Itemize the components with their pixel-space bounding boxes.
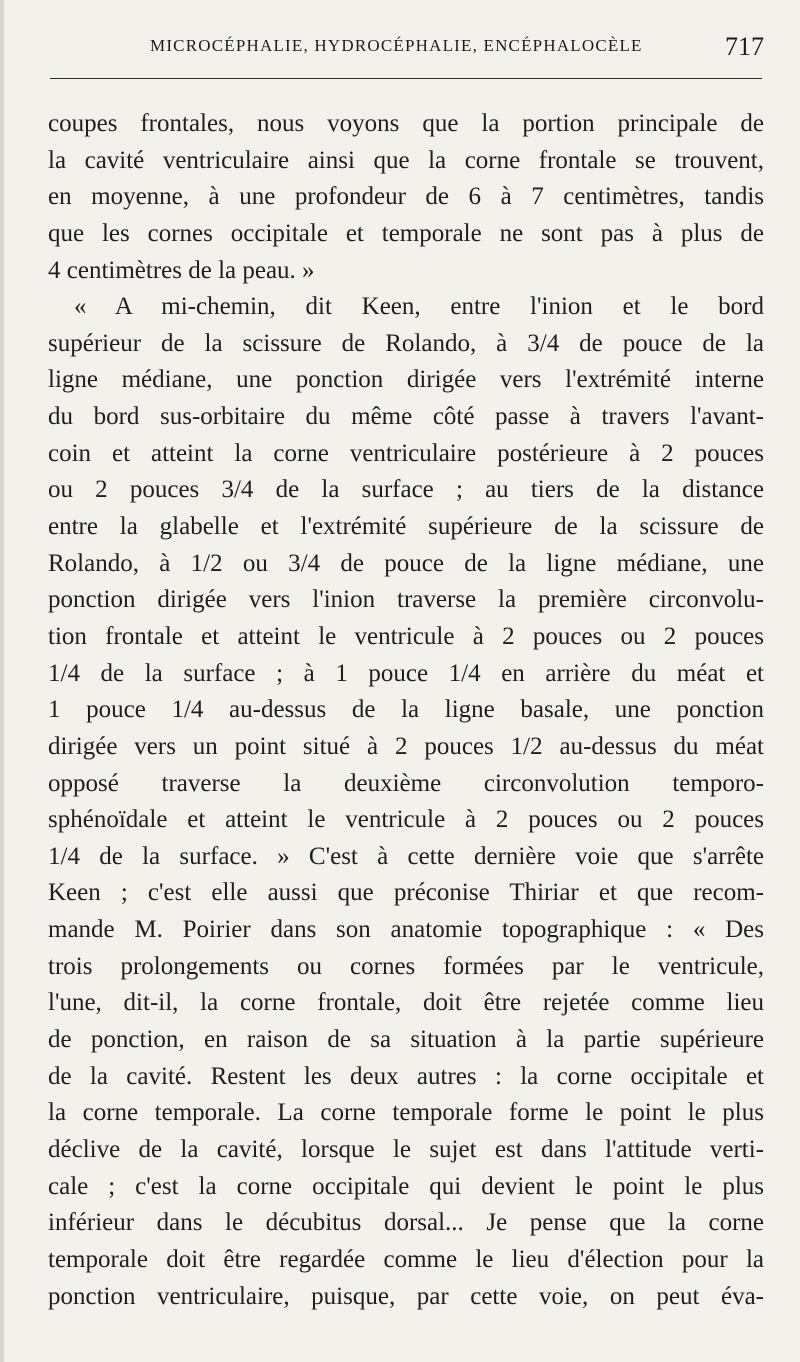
text-line: sphénoïdale et atteint le ventricule à 2 pouces ou 2 pouces xyxy=(48,806,764,834)
text-line: tion frontale et atteint le ventricule à 2 pouces ou 2 pouces xyxy=(48,622,764,650)
running-title: MICROCÉPHALIE, HYDROCÉPHALIE, ENCÉPHALOCÈLE xyxy=(150,36,643,55)
text-line: en moyenne, à une profondeur de 6 à 7 centimètres, tandis xyxy=(48,183,764,211)
text-line: Rolando, à 1/2 ou 3/4 de pouce de la ligne médiane, une xyxy=(48,549,764,577)
text-line: trois prolongements ou cornes formées par le ventricule, xyxy=(48,952,764,980)
text-line: 1 pouce 1/4 au-dessus de la ligne basale, une ponction xyxy=(48,696,764,724)
text-line: Keen ; c'est elle aussi que préconise Thiriar et que recom- xyxy=(48,879,764,907)
text-line: 1/4 de la surface ; à 1 pouce 1/4 en arrière du méat et xyxy=(48,659,764,687)
text-line: déclive de la cavité, lorsque le sujet est dans l'attitude verti- xyxy=(48,1135,764,1163)
text-line: inférieur dans le décubitus dorsal... Je pense que la corne xyxy=(48,1209,764,1237)
text-line: temporale doit être regardée comme le lieu d'élection pour la xyxy=(48,1245,764,1273)
text-line: « A mi-chemin, dit Keen, entre l'inion et le bord xyxy=(74,293,764,321)
text-line: la cavité ventriculaire ainsi que la corne frontale se trouvent, xyxy=(48,146,764,174)
text-line: mande M. Poirier dans son anatomie topographique : « Des xyxy=(48,916,764,944)
text-line: ligne médiane, une ponction dirigée vers l'extrémité interne xyxy=(48,366,764,394)
text-line: entre la glabelle et l'extrémité supérieure de la scissure de xyxy=(48,513,764,541)
body-text xyxy=(48,106,764,1315)
text-line: la corne temporale. La corne temporale forme le point le plus xyxy=(48,1099,764,1127)
page-number: 717 xyxy=(725,32,764,61)
text-line: l'une, dit-il, la corne frontale, doit être rejetée comme lieu xyxy=(48,989,764,1017)
text-line: supérieur de la scissure de Rolando, à 3/4 de pouce de la xyxy=(48,329,764,357)
text-line: dirigée vers un point situé à 2 pouces 1/2 au-dessus du méat xyxy=(48,732,764,760)
text-line: du bord sus-orbitaire du même côté passe à travers l'avant- xyxy=(48,403,764,431)
text-line: que les cornes occipitale et temporale ne sont pas à plus de xyxy=(48,219,764,247)
text-line: 4 centimètres de la peau. » xyxy=(48,256,315,284)
text-line: coin et atteint la corne ventriculaire postérieure à 2 pouces xyxy=(48,439,764,467)
text-line: opposé traverse la deuxième circonvolution temporo- xyxy=(48,769,764,797)
text-line: de la cavité. Restent les deux autres : la corne occipitale et xyxy=(48,1062,764,1090)
text-line: ponction ventriculaire, puisque, par cette voie, on peut éva- xyxy=(48,1282,764,1310)
running-head xyxy=(4,30,800,70)
text-line: ou 2 pouces 3/4 de la surface ; au tiers de la distance xyxy=(48,476,764,504)
text-line: de ponction, en raison de sa situation à la partie supérieure xyxy=(48,1026,764,1054)
text-line: cale ; c'est la corne occipitale qui devient le point le plus xyxy=(48,1172,764,1200)
text-line: 1/4 de la surface. » C'est à cette dernière voie que s'arrête xyxy=(48,842,764,870)
text-line: ponction dirigée vers l'inion traverse la première circonvolu- xyxy=(48,586,764,614)
text-line: coupes frontales, nous voyons que la portion principale de xyxy=(48,110,764,137)
header-rule xyxy=(50,78,762,79)
